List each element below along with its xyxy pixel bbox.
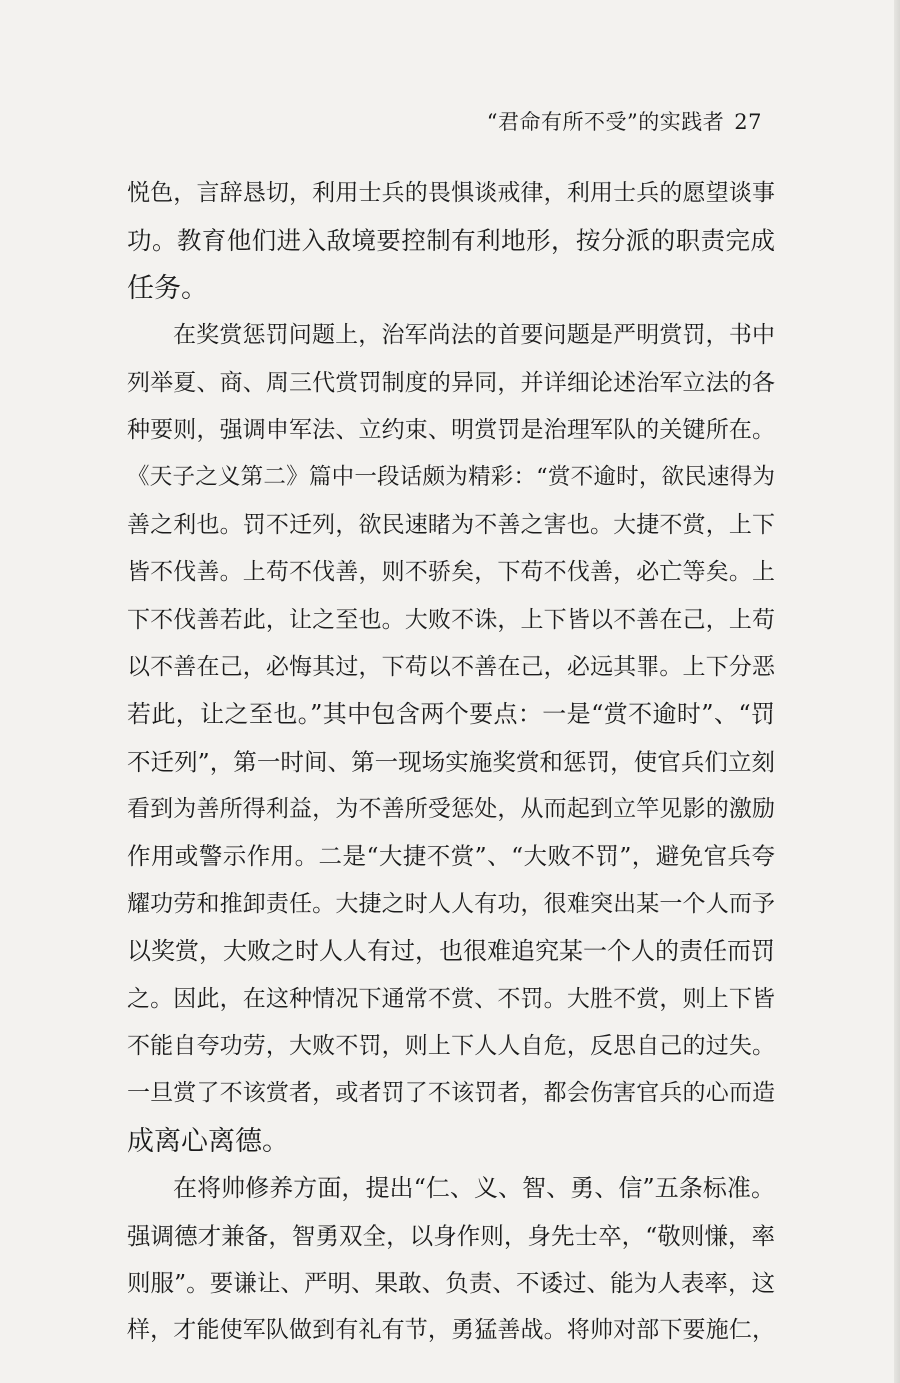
text-line: 样，才能使军队做到有礼有节，勇猛善战。将帅对部下要施仁， (127, 1317, 775, 1344)
text-line: 耀功劳和推卸责任。大捷之时人人有功，很难突出某一个人而予 (127, 890, 775, 917)
running-header (487, 106, 762, 136)
text-line: 下不伐善若此，让之至也。大败不诛，上下皆以不善在己，上苟 (127, 606, 775, 633)
paragraph-1 (127, 170, 775, 312)
paragraph-2 (127, 312, 775, 1165)
text-line: 则服”。要谦让、严明、果敢、负责、不诿过、能为人表率，这 (127, 1268, 775, 1297)
text-line: 成离心离德。 (127, 1125, 289, 1157)
text-line: 在将帅修养方面，提出“仁、义、智、勇、信”五条标准。 (173, 1174, 775, 1203)
text-line: 以不善在己，必悔其过，下苟以不善在己，必远其罪。上下分恶 (127, 653, 775, 680)
text-line: 《天子之义第二》篇中一段话颇为精彩：“赏不逾时，欲民速得为 (127, 464, 775, 491)
paragraph-3 (127, 1165, 775, 1355)
text-line: 强调德才兼备，智勇双全，以身作则，身先士卒，“敬则慊，率 (127, 1221, 775, 1250)
text-line: 在奖赏惩罚问题上，治军尚法的首要问题是严明赏罚，书中 (173, 322, 775, 349)
text-line: 之。因此，在这种情况下通常不赏、不罚。大胜不赏，则上下皆 (127, 985, 775, 1012)
text-line: 善之利也。罚不迁列，欲民速睹为不善之害也。大捷不赏，上下 (127, 511, 775, 538)
text-line: 若此，让之至也。”其中包含两个要点：一是“赏不逾时”、“罚 (127, 700, 775, 729)
text-line: 任务。 (127, 272, 208, 304)
text-line: 以奖赏，大败之时人人有过，也很难追究某一个人的责任而罚 (127, 937, 775, 966)
text-line: 看到为善所得利益，为不善所受惩处，从而起到立竿见影的激励 (127, 796, 775, 823)
page-number: 27 (734, 110, 762, 134)
text-line: 作用或警示作用。二是“大捷不赏”、“大败不罚”，避免官兵夸 (127, 842, 775, 871)
page-edge (894, 0, 900, 1383)
text-line: 悦色，言辞恳切，利用士兵的畏惧谈戒律，利用士兵的愿望谈事 (127, 180, 775, 206)
text-line: 功。教育他们进入敌境要控制有利地形，按分派的职责完成 (127, 226, 775, 256)
text-line: 不能自夸功劳，大败不罚，则上下人人自危，反思自己的过失。 (127, 1033, 775, 1060)
text-line: 一旦赏了不该赏者，或者罚了不该罚者，都会伤害官兵的心而造 (127, 1080, 775, 1107)
text-line: 种要则，强调申军法、立约束、明赏罚是治理军队的关键所在。 (127, 416, 775, 443)
body-text (127, 170, 775, 1355)
text-line: 不迁列”，第一时间、第一现场实施奖赏和惩罚，使官兵们立刻 (127, 747, 775, 776)
text-line: 列举夏、商、周三代赏罚制度的异同，并详细论述治军立法的各 (127, 369, 775, 396)
text-line: 皆不伐善。上苟不伐善，则不骄矣，下苟不伐善，必亡等矣。上 (127, 559, 775, 586)
chapter-title: “君命有所不受”的实践者 (486, 110, 725, 134)
